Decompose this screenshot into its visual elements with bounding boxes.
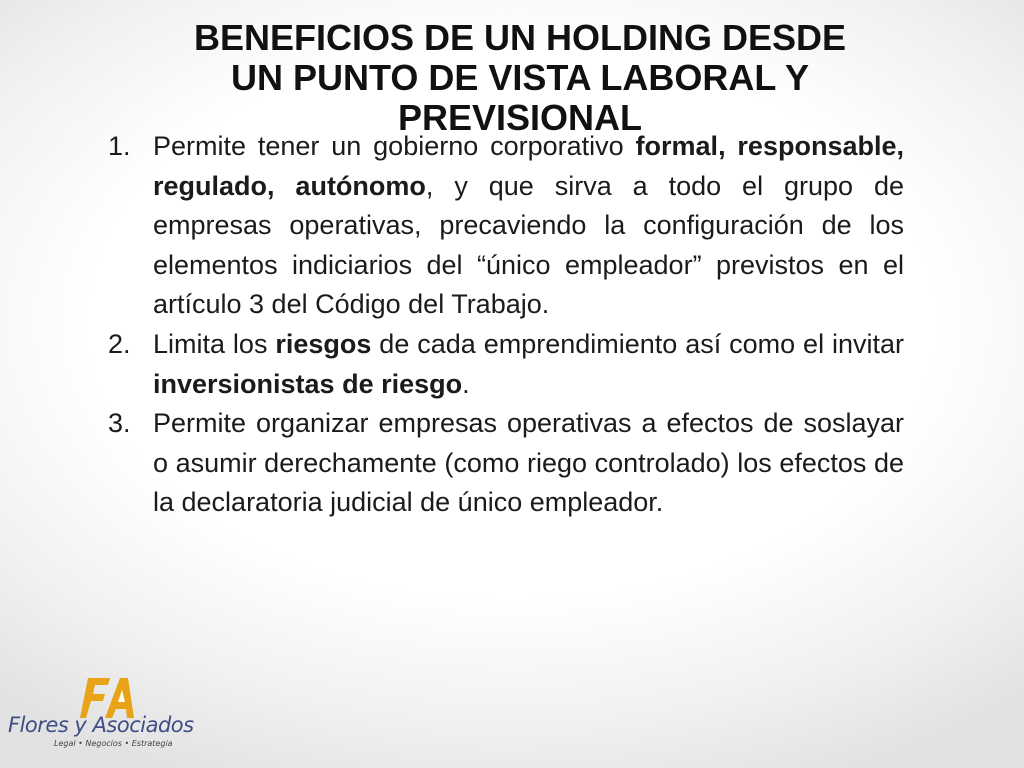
title-line: UN PUNTO DE VISTA LABORAL Y	[230, 57, 810, 98]
benefit-item	[96, 325, 904, 404]
item-number: 2.	[108, 328, 131, 359]
item-number: 1.	[108, 131, 131, 161]
item-text-bold: riesgos	[275, 328, 372, 359]
title-line: PREVISIONAL	[397, 97, 643, 138]
benefit-item	[96, 404, 904, 523]
logo-name: Flores y Asociados	[8, 713, 194, 737]
item-text: Permite organizar empresas operativas a efectos de soslayar o asumir derechamente (como riego controlado) los efectos de la declaratoria judicial de único empleador.	[153, 408, 904, 518]
item-text: .	[462, 368, 470, 399]
item-text: , y que sirva a todo el grupo de empresas operativas, precaviendo la configuración de los elementos indiciarios del “único empleador” previstos en el artículo 3 del Código del Trabajo.	[153, 170, 904, 320]
item-text-bold: formal, responsable, regulado, autónomo	[153, 131, 904, 201]
item-text: de cada emprendimiento así como el invitar	[371, 328, 904, 359]
flores-asociados-logo	[8, 676, 204, 756]
logo-tagline: Legal • Negocios • Estrategia	[54, 739, 173, 748]
benefit-item	[96, 127, 904, 325]
slide-title	[110, 18, 930, 138]
item-text: Permite tener un gobierno corporativo	[153, 131, 636, 161]
item-number: 3.	[108, 408, 131, 439]
title-line: BENEFICIOS DE UN HOLDING DESDE	[193, 17, 847, 58]
item-text-bold: inversionistas de riesgo	[153, 368, 463, 399]
item-text: Limita los	[153, 328, 276, 359]
benefits-list	[96, 127, 904, 523]
